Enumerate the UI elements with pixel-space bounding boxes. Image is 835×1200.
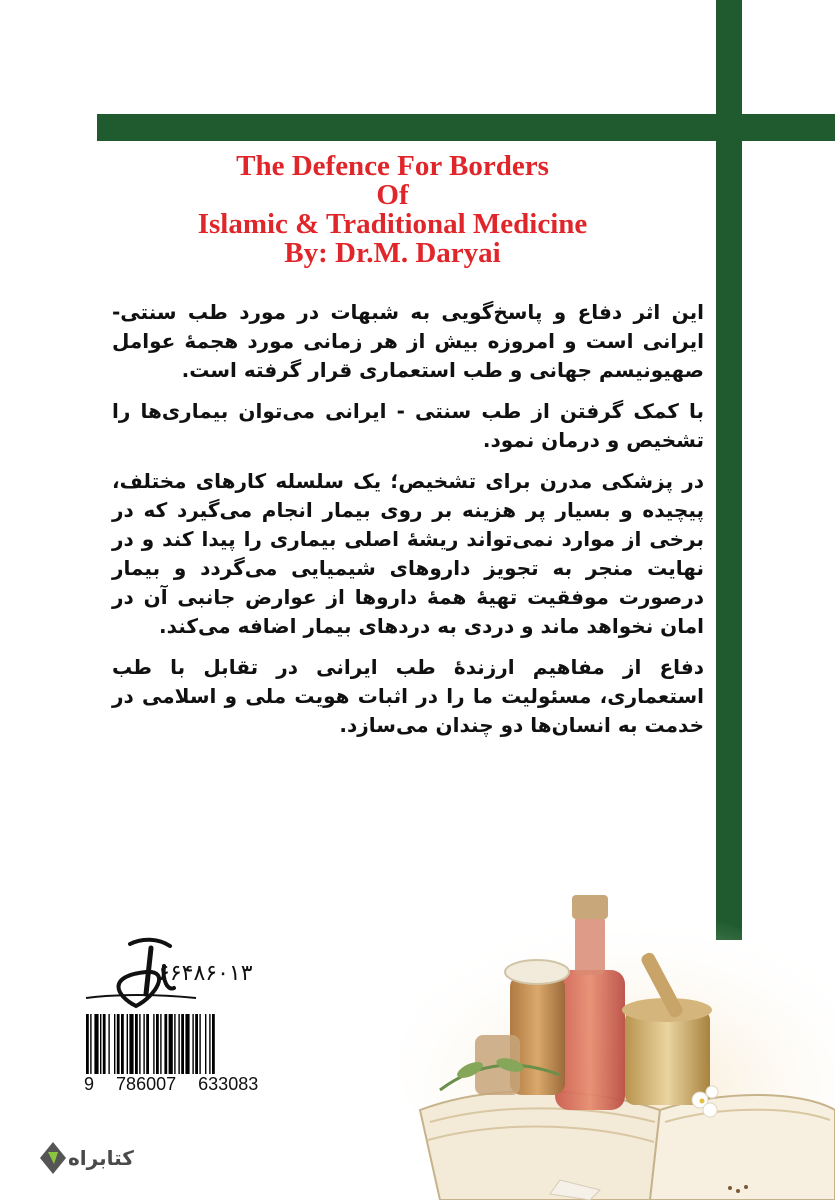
persian-description: [112, 298, 704, 752]
barcode-bar: [199, 1014, 200, 1074]
green-horizontal-bar: [97, 114, 835, 141]
barcode-bar: [178, 1014, 179, 1074]
barcode-bar: [94, 1014, 98, 1074]
barcode-bar: [129, 1014, 133, 1074]
barcode-bar: [121, 1014, 124, 1074]
ketabrah-watermark: [38, 1140, 134, 1180]
barcode-bar: [169, 1014, 173, 1074]
ketabrah-label: کتابراه: [68, 1146, 134, 1170]
isbn-number: [84, 1074, 259, 1095]
paragraph-1: این اثر دفاع و پاسخ‌گویی به شبهات در مورد طب سنتی-ایرانی است و امروزه بیش از هر زمانی مورد هجمهٔ عوامل صهیونیسم جهانی و طب استعماری قرار گرفته است.: [112, 300, 704, 382]
barcode-bar: [212, 1014, 215, 1074]
barcode-bar: [164, 1014, 167, 1074]
barcode-bar: [160, 1014, 161, 1074]
title-line-3: Islamic & Traditional Medicine: [197, 208, 588, 240]
ketabrah-logo-icon: [38, 1140, 68, 1176]
english-title: [100, 152, 685, 268]
barcode-bar: [181, 1014, 184, 1074]
paragraph-2: با کمک گرفتن از طب سنتی - ایرانی می‌توان بیماری‌ها را تشخیص و درمان نمود.: [112, 399, 704, 452]
barcode-bar: [209, 1014, 210, 1074]
paragraph-3: در پزشکی مدرن برای تشخیص؛ یک سلسله کارهای مختلف، پیچیده و بسیار پر هزینه بر روی بیمار انجام می‌گیرد که در برخی از موارد نمی‌تواند ریشهٔ اصلی بیماری را پیدا کند و در نهایت منجر به تجویز داروهای شیمیایی می‌گردد و بیمار درصورت موفقیت تهیهٔ همهٔ داروها از عوارض جانبی آن در امان نخواهد ماند و دردی به دردهای بیمار اضافه می‌کند.: [112, 469, 704, 638]
green-vertical-bar: [716, 0, 742, 940]
title-line-4: By: Dr.M. Daryai: [284, 237, 501, 269]
barcode-bar: [146, 1014, 149, 1074]
barcode-bar: [127, 1014, 128, 1074]
barcode-bar: [205, 1014, 206, 1074]
paragraph-4: دفاع از مفاهیم ارزندهٔ طب ایرانی در تقابل با طب استعماری، مسئولیت ما را در اثبات هویت ملی و اسلامی در خدمت به انسان‌ها دو چندان می‌سازد.: [112, 655, 704, 737]
title-line-1: The Defence For Borders: [236, 150, 549, 182]
barcode-bar: [135, 1014, 138, 1074]
barcode-bar: [90, 1014, 91, 1074]
title-line-2: Of: [376, 179, 409, 211]
barcode-bar: [117, 1014, 120, 1074]
barcode-bar: [108, 1014, 109, 1074]
barcode-bar: [139, 1014, 140, 1074]
barcode-bar: [114, 1014, 115, 1074]
barcode-bar: [103, 1014, 106, 1074]
isbn-group-2: 633083: [198, 1074, 259, 1094]
barcode-bar: [153, 1014, 154, 1074]
barcode-bar: [174, 1014, 175, 1074]
barcode-bar: [86, 1014, 89, 1074]
isbn-prefix: 9: [84, 1074, 95, 1094]
barcode-bar: [143, 1014, 144, 1074]
barcode-bar: [192, 1014, 193, 1074]
isbn-barcode: [86, 1014, 254, 1074]
barcode-bar: [185, 1014, 189, 1074]
publisher-phone: ۶۶۴۸۶۰۱۳: [158, 960, 253, 985]
barcode-bar: [195, 1014, 198, 1074]
barcode-bar: [156, 1014, 159, 1074]
medicine-still-life-illustration: [400, 860, 835, 1200]
barcode-bar: [100, 1014, 101, 1074]
isbn-group-1: 786007: [116, 1074, 177, 1094]
